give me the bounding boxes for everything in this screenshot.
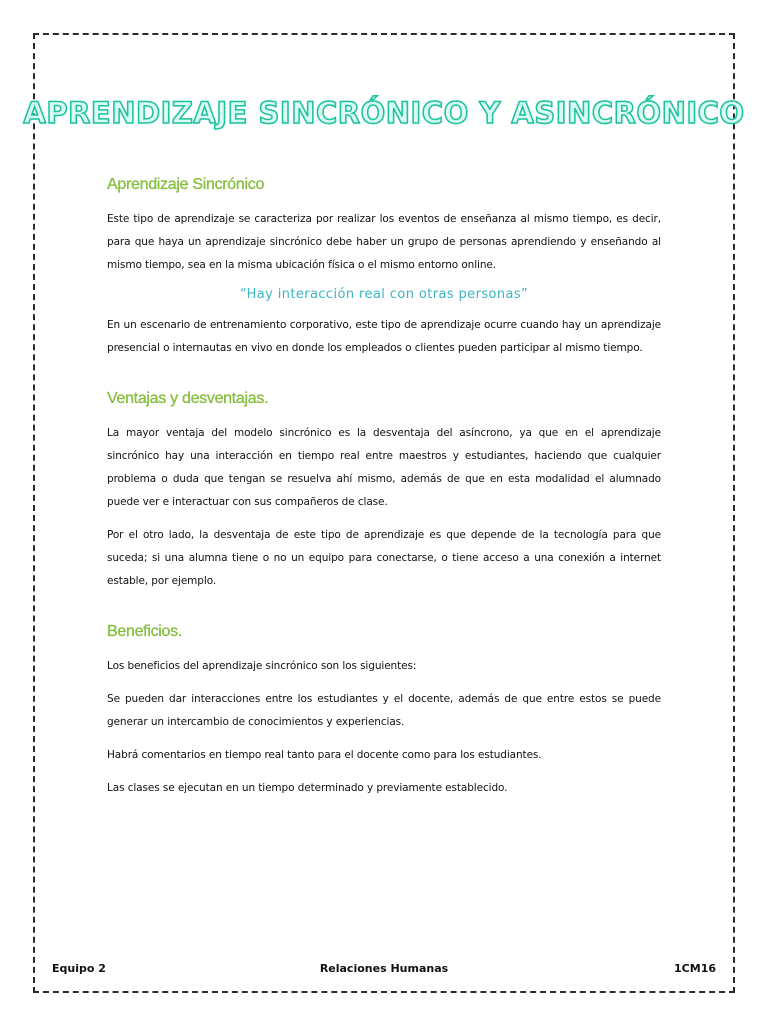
heading-aprendizaje-sincronico: Aprendizaje Sincrónico	[107, 176, 265, 193]
footer-subject: Relaciones Humanas	[319, 962, 449, 975]
document-body	[107, 176, 661, 810]
section-beneficios	[107, 623, 661, 800]
paragraph: Se pueden dar interacciones entre los estudiantes y el docente, además de que entre estos se puede generar un intercambio de conocimientos y experiencias.	[107, 693, 661, 728]
section-sincronico	[107, 176, 661, 360]
paragraph: Este tipo de aprendizaje se caracteriza por realizar los eventos de enseñanza al mismo tiempo, es decir, para que haya un aprendizaje sincrónico debe haber un grupo de personas aprendiendo y enseñando al mismo tiempo, sea en la misma ubicación física o el mismo entorno online.	[107, 213, 661, 271]
heading-ventajas-desventajas: Ventajas y desventajas.	[107, 390, 269, 407]
paragraph: Por el otro lado, la desventaja de este tipo de aprendizaje es que depende de la tecnología para que suceda; si una alumna tiene o no un equipo para conectarse, o tiene acceso a una conexión a internet estable, por ejemplo.	[107, 529, 661, 587]
paragraph: Los beneficios del aprendizaje sincrónico son los siguientes:	[107, 660, 417, 672]
document-title: APRENDIZAJE SINCRÓNICO Y ASINCRÓNICO	[23, 96, 745, 130]
heading-beneficios: Beneficios.	[107, 623, 182, 640]
section-ventajas	[107, 390, 661, 593]
paragraph: En un escenario de entrenamiento corporativo, este tipo de aprendizaje ocurre cuando hay un aprendizaje presencial o internautas en vivo en donde los empleados o clientes pueden participar al mismo tiempo.	[107, 319, 661, 354]
footer-team: Equipo 2	[52, 962, 106, 975]
paragraph: Habrá comentarios en tiempo real tanto para el docente como para los estudiantes.	[107, 749, 542, 761]
highlight-quote: “Hay interacción real con otras personas”	[239, 287, 529, 302]
paragraph: La mayor ventaja del modelo sincrónico es la desventaja del asíncrono, ya que en el aprendizaje sincrónico hay una interacción en tiempo real entre maestros y estudiantes, haciendo que cualquier problema o duda que tengan se resuelva ahí mismo, además de que en esta modalidad el alumnado puede ver e interactuar con sus compañeros de clase.	[107, 427, 661, 508]
paragraph: Las clases se ejecutan en un tiempo determinado y previamente establecido.	[107, 782, 508, 794]
page-footer	[52, 962, 716, 978]
footer-group: 1CM16	[674, 962, 716, 975]
